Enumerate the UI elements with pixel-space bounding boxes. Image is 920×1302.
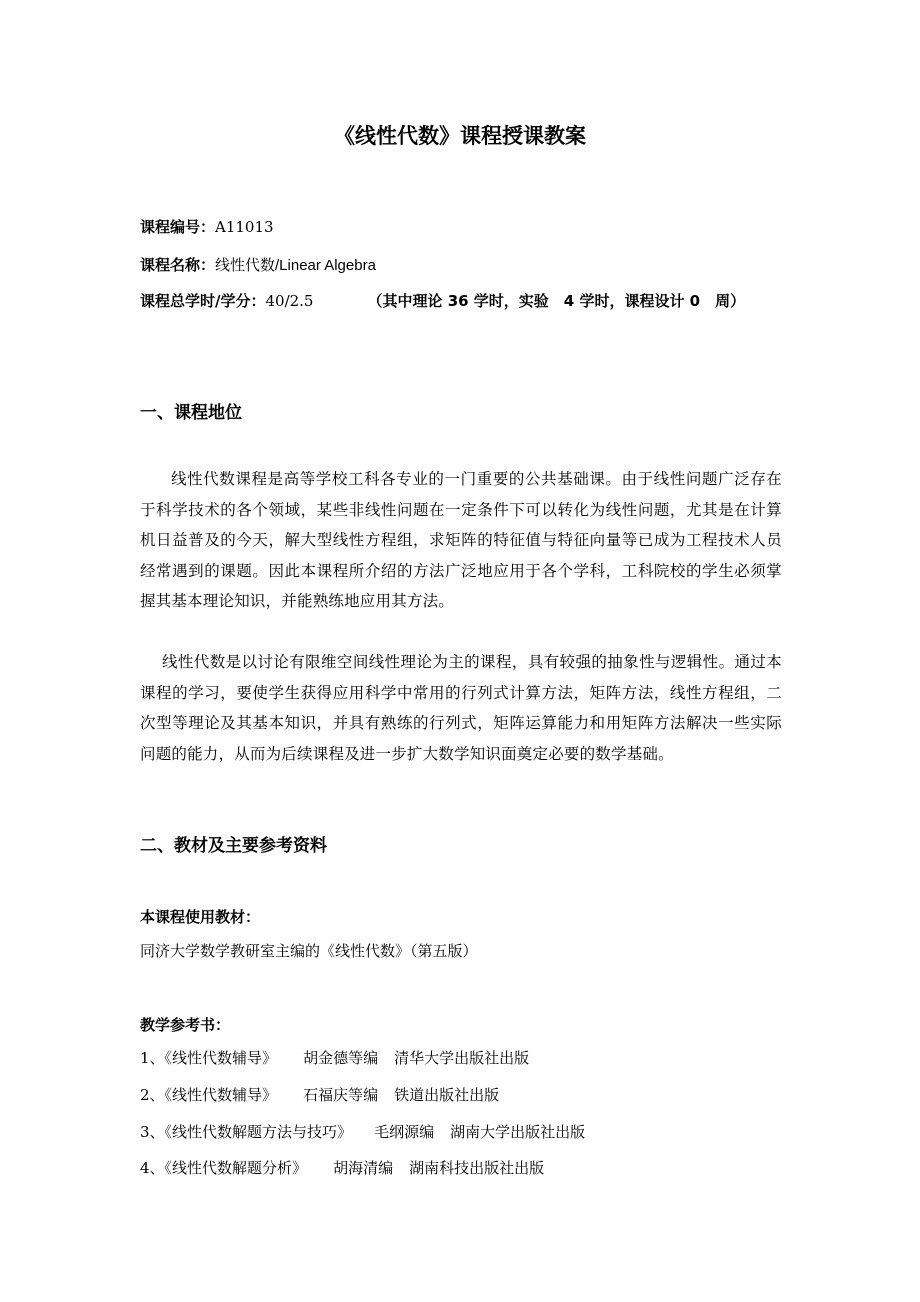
references-label: 教学参考书： [140,1016,231,1034]
reference-item [140,1084,499,1105]
paragraph-course-position-1: 线性代数课程是高等学校工科各专业的一门重要的公共基础课。由于线性问题广泛存在于科学技术的各个领域，某些非线性问题在一定条件下可以转化为线性问题，尤其是在计算机日益普及的今天，解大型线性方程组，求矩阵的特征值与特征向量等已成为工程技术人员经常遇到的课题。因此本课程所介绍的方法广泛地应用于各个学科，工科院校的学生必须掌握其基本理论知识，并能熟练地应用其方法。 [140,470,782,610]
course-hours-detail: （其中理论 36 学时，实验 4 学时，课程设计 0 周） [367,292,746,310]
course-hours-row [140,290,745,311]
section-heading-course-position: 一、课程地位 [140,403,242,423]
reference-num: 4、 [140,1159,165,1177]
course-name-row [140,254,376,275]
reference-num: 2、 [140,1086,165,1104]
reference-item [140,1157,544,1178]
reference-num: 1、 [140,1049,165,1067]
reference-publisher: 清华大学出版社出版 [394,1049,530,1067]
reference-author: 胡金德等编 [303,1049,379,1067]
reference-item [140,1121,585,1142]
reference-author: 石福庆等编 [303,1086,379,1104]
reference-publisher: 湖南科技出版社出版 [409,1159,545,1177]
reference-publisher: 湖南大学出版社出版 [450,1123,586,1141]
textbook-label: 本课程使用教材： [140,908,261,926]
reference-book: 《线性代数辅导》 [164,1049,278,1067]
section-heading-textbooks: 二、教材及主要参考资料 [140,836,327,856]
reference-num: 3、 [140,1123,165,1141]
reference-item [140,1047,529,1068]
reference-book: 《线性代数解题方法与技巧》 [164,1123,353,1141]
course-code-row [140,216,274,237]
course-name-label: 课程名称： [140,256,216,274]
reference-book: 《线性代数解题分析》 [164,1159,308,1177]
page-title: 《线性代数》课程授课教案 [334,124,586,148]
reference-author: 毛纲源编 [374,1123,435,1141]
paragraph-course-position-2: 线性代数是以讨论有限维空间线性理论为主的课程，具有较强的抽象性与逻辑性。通过本课程的学习，要使学生获得应用科学中常用的行列式计算方法，矩阵方法，线性方程组，二次型等理论及其基本知识，并具有熟练的行列式，矩阵运算能力和用矩阵方法解决一些实际问题的能力，从而为后续课程及进一步扩大数学知识面奠定必要的数学基础。 [140,653,782,763]
reference-publisher: 铁道出版社出版 [394,1086,500,1104]
course-hours-value: 40/2.5 [265,292,314,310]
reference-book: 《线性代数辅导》 [164,1086,278,1104]
textbook-value: 同济大学数学教研室主编的《线性代数》（第五版） [140,942,478,960]
course-code-value: A11013 [215,218,274,236]
course-name-value: 线性代数/Linear Algebra [215,257,376,274]
course-code-label: 课程编号： [140,218,216,236]
reference-author: 胡海清编 [333,1159,394,1177]
course-hours-label: 课程总学时/学分： [140,292,266,310]
